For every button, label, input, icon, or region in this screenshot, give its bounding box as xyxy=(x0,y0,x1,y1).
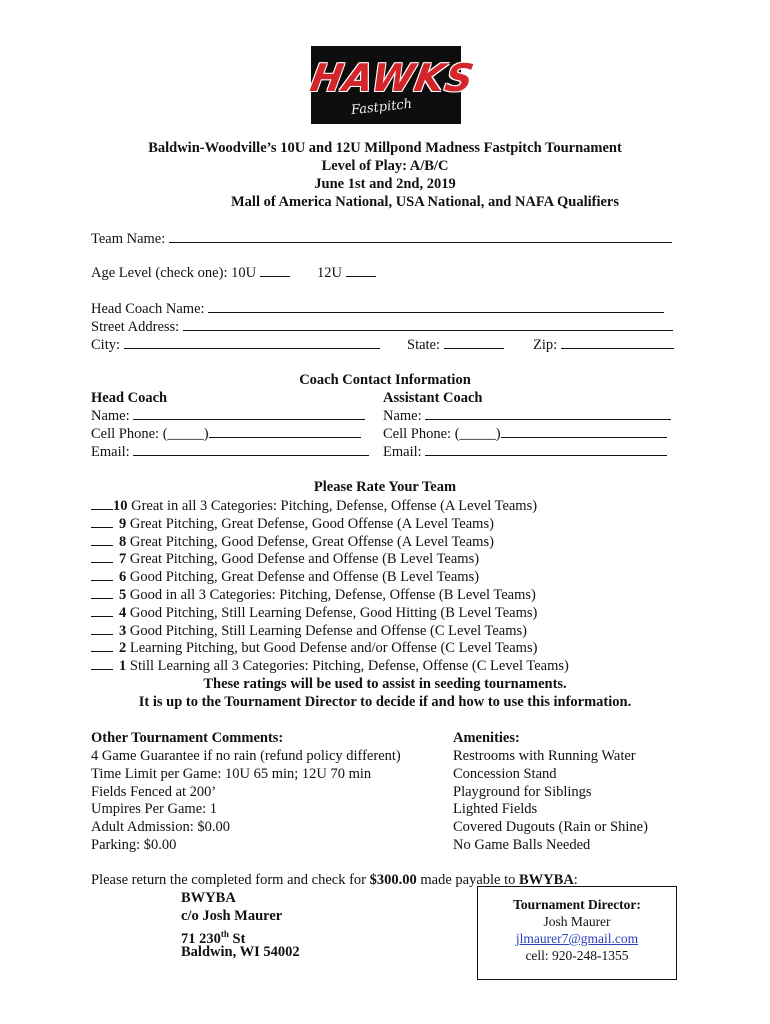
rating-number: 1 xyxy=(119,658,127,675)
zip-field[interactable] xyxy=(561,335,674,349)
amenities-title: Amenities: xyxy=(453,730,520,746)
age-level-label: Age Level (check one): 10U xyxy=(91,265,257,281)
head-coach-heading: Head Coach xyxy=(91,390,168,406)
rating-checkbox[interactable] xyxy=(91,656,113,670)
payment-post-text: : xyxy=(573,872,578,888)
hawks-fastpitch-logo xyxy=(307,46,478,124)
rating-note-2: It is up to the Tournament Director to decide if and how to use this information. xyxy=(138,694,632,710)
street-type: St xyxy=(228,930,246,947)
logo-sub-text: Fastpitch xyxy=(350,96,413,119)
rating-text: Great Pitching, Good Defense, Great Offense (A Level Teams) xyxy=(126,533,494,550)
rating-number: 2 xyxy=(119,640,127,657)
rating-number: 3 xyxy=(119,622,127,639)
head-coach-email-field[interactable] xyxy=(133,442,369,456)
rating-checkbox[interactable] xyxy=(91,567,113,581)
director-email-link[interactable]: jlmaurer7@gmail.com xyxy=(515,931,639,946)
rating-checkbox[interactable] xyxy=(91,514,113,528)
head-coach-email-row xyxy=(91,442,369,461)
rating-checkbox[interactable] xyxy=(91,549,113,563)
cell-phone-label: Cell Phone: xyxy=(383,426,452,442)
city-label: City: xyxy=(91,337,121,353)
director-cell: cell: 920-248-1355 xyxy=(525,948,629,963)
head-coach-phone-field[interactable] xyxy=(209,424,361,438)
area-code-field[interactable]: (_____) xyxy=(162,426,209,442)
rating-text: Still Learning all 3 Categories: Pitching, Defense, Offense (C Level Teams) xyxy=(126,658,569,675)
payment-amount: $300.00 xyxy=(369,872,417,888)
name-label: Name: xyxy=(383,408,422,424)
rating-item xyxy=(91,621,527,640)
rating-text: Good Pitching, Still Learning Defense and Offense (C Level Teams) xyxy=(126,622,527,639)
assistant-coach-email-row xyxy=(383,442,667,461)
rating-checkbox[interactable] xyxy=(91,532,113,546)
age-12u-field[interactable] xyxy=(346,263,376,277)
head-coach-name-field[interactable] xyxy=(208,299,664,313)
rating-checkbox[interactable] xyxy=(91,638,113,652)
rating-item xyxy=(91,496,537,515)
amenities-item: Lighted Fields xyxy=(453,801,538,818)
assistant-coach-email-field[interactable] xyxy=(425,442,667,456)
rating-number: 6 xyxy=(119,569,127,586)
head-coach-name-label: Head Coach Name: xyxy=(91,301,205,317)
level-of-play: Level of Play: A/B/C xyxy=(321,158,449,174)
head-coach-name-contact xyxy=(91,406,365,425)
street-row xyxy=(91,317,673,336)
team-name-row xyxy=(91,229,672,248)
rating-text: Good in all 3 Categories: Pitching, Defense, Offense (B Level Teams) xyxy=(126,587,536,603)
assistant-coach-name-contact xyxy=(383,406,671,425)
age-level-row xyxy=(91,263,376,282)
rating-item xyxy=(91,638,537,657)
rating-checkbox[interactable] xyxy=(91,621,113,635)
tournament-title: Baldwin-Woodville’s 10U and 12U Millpond Madness Fastpitch Tournament xyxy=(148,140,622,156)
team-name-field[interactable] xyxy=(169,229,672,243)
rating-item xyxy=(91,603,537,622)
address-line-2: c/o Josh Maurer xyxy=(181,908,283,924)
area-code-field[interactable]: (_____) xyxy=(454,426,501,442)
assistant-coach-phone-field[interactable] xyxy=(501,424,667,438)
director-title: Tournament Director: xyxy=(513,897,641,912)
rating-title: Please Rate Your Team xyxy=(313,479,457,495)
age-12u-label: 12U xyxy=(316,265,342,281)
comments-item: Umpires Per Game: 1 xyxy=(91,801,218,818)
tournament-director-box xyxy=(477,886,677,980)
rating-checkbox[interactable] xyxy=(91,496,113,510)
rating-text: Good Pitching, Great Defense and Offense (B Level Teams) xyxy=(126,569,480,586)
email-label: Email: xyxy=(91,444,130,460)
state-label: State: xyxy=(407,337,441,353)
cell-phone-label: Cell Phone: xyxy=(91,426,160,442)
zip-label: Zip: xyxy=(533,337,558,353)
amenities-item: Playground for Siblings xyxy=(453,783,592,800)
comments-item: Time Limit per Game: 10U 65 min; 12U 70 min xyxy=(91,765,372,782)
payment-pre-text: Please return the completed form and check for xyxy=(91,872,370,888)
rating-item xyxy=(91,532,494,551)
rating-text: Good Pitching, Still Learning Defense, Good Hitting (B Level Teams) xyxy=(126,604,538,621)
street-number: 71 230 xyxy=(181,930,221,947)
rating-number: 5 xyxy=(119,587,127,603)
rating-item xyxy=(91,567,479,586)
coach-contact-title: Coach Contact Information xyxy=(299,372,471,388)
street-suffix: th xyxy=(220,929,229,939)
city-row xyxy=(91,335,681,354)
email-label: Email: xyxy=(383,444,422,460)
amenities-item: Covered Dugouts (Rain or Shine) xyxy=(453,819,648,836)
address-line-4: Baldwin, WI 54002 xyxy=(181,944,300,960)
state-field[interactable] xyxy=(444,335,504,349)
rating-number: 7 xyxy=(119,551,127,568)
rating-item xyxy=(91,585,536,604)
rating-text: Learning Pitching, but Good Defense and/or Offense (C Level Teams) xyxy=(126,640,538,657)
name-label: Name: xyxy=(91,408,130,424)
street-label: Street Address: xyxy=(91,319,180,335)
rating-item xyxy=(91,549,479,568)
comments-item: Adult Admission: $0.00 xyxy=(91,819,230,836)
head-coach-phone-row xyxy=(91,424,361,443)
amenities-item: Concession Stand xyxy=(453,765,557,782)
amenities-item: No Game Balls Needed xyxy=(453,837,591,853)
address-line-1: BWYBA xyxy=(181,890,236,906)
assistant-coach-phone-row xyxy=(383,424,667,443)
comments-item: Fields Fenced at 200’ xyxy=(91,783,217,800)
rating-item xyxy=(91,656,569,675)
rating-number: 8 xyxy=(119,533,127,550)
street-field[interactable] xyxy=(183,317,673,331)
comments-item: Parking: $0.00 xyxy=(91,837,177,853)
rating-text: Great Pitching, Great Defense, Good Offense (A Level Teams) xyxy=(126,515,494,532)
age-10u-field[interactable] xyxy=(260,263,290,277)
rating-item xyxy=(91,514,494,533)
comments-title: Other Tournament Comments: xyxy=(91,730,284,746)
payment-mid-text: made payable to xyxy=(416,872,519,888)
rating-checkbox[interactable] xyxy=(91,585,113,599)
payment-payee: BWYBA xyxy=(519,872,574,888)
qualifiers: Mall of America National, USA National, and NAFA Qualifiers xyxy=(231,194,620,210)
comments-item: 4 Game Guarantee if no rain (refund policy different) xyxy=(91,748,401,764)
team-name-label: Team Name: xyxy=(91,231,166,247)
rating-text: Great in all 3 Categories: Pitching, Defense, Offense (A Level Teams) xyxy=(127,498,538,514)
head-coach-contact-name-field[interactable] xyxy=(133,406,365,420)
amenities-item: Restrooms with Running Water xyxy=(453,748,636,764)
logo-main-text: HAWKS xyxy=(307,56,478,100)
rating-number: 4 xyxy=(119,604,127,621)
rating-text: Great Pitching, Good Defense and Offense (B Level Teams) xyxy=(126,551,480,568)
head-coach-name-row xyxy=(91,299,664,318)
rating-number: 10 xyxy=(113,498,128,514)
tournament-dates: June 1st and 2nd, 2019 xyxy=(314,176,456,192)
rating-number: 9 xyxy=(119,515,127,532)
city-field[interactable] xyxy=(124,335,380,349)
rating-note-1: These ratings will be used to assist in seeding tournaments. xyxy=(203,676,567,692)
assistant-coach-heading: Assistant Coach xyxy=(383,390,483,406)
assistant-coach-name-field[interactable] xyxy=(425,406,671,420)
rating-checkbox[interactable] xyxy=(91,603,113,617)
director-name: Josh Maurer xyxy=(543,914,611,929)
